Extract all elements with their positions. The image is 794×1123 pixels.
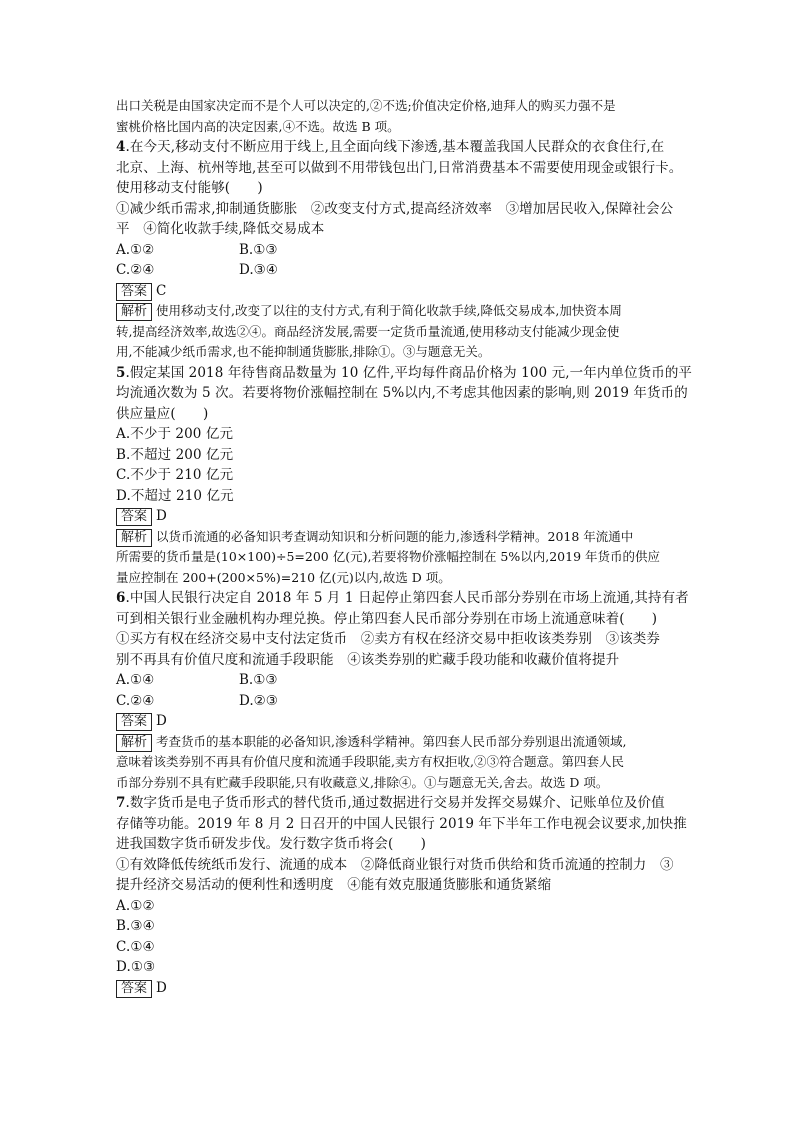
option-d: D.不超过 210 亿元	[116, 487, 234, 504]
option-b: B.①③	[239, 672, 278, 688]
analysis-line: 量应控制在 200+(200×5%)=210 亿(元)以内,故选 D 项。	[116, 569, 451, 585]
options-row	[116, 670, 684, 691]
intro-block	[116, 96, 684, 137]
question-stem-line: 使用移动支付能够( )	[116, 180, 263, 196]
option-c: C.②④	[116, 692, 155, 709]
question-stem-line: 6.中国人民银行决定自 2018 年 5 月 1 日起停止第四套人民币部分券别在市场上流通,其持有者	[116, 590, 689, 606]
option-a: A.①②	[116, 897, 155, 914]
answer-value: D	[156, 979, 167, 996]
answer-value: D	[156, 713, 167, 729]
analysis-line: 币部分券别不具有贮藏手段职能,只有收藏意义,排除④。①与题意无关,舍去。故选 D 项。	[116, 774, 609, 790]
answer-value: C	[156, 282, 167, 299]
question-stem-line: 进我国数字货币研发步伐。发行数字货币将会( )	[116, 836, 426, 852]
document-page	[116, 96, 693, 998]
option-d: D.②③	[239, 692, 278, 709]
intro-line: 出口关税是由国家决定而不是个人可以决定的,②不选;价值决定价格,迪拜人的购买力强不是	[116, 98, 616, 113]
analysis-line: 用,不能减少纸币需求,也不能抑制通货膨胀,排除①。③与题意无关。	[116, 344, 491, 359]
options-row	[116, 240, 684, 261]
option-b: B.③④	[116, 918, 155, 934]
question-item-line: ①减少纸币需求,抑制通货膨胀 ②改变支付方式,提高经济效率 ③增加居民收入,保障社会公	[116, 200, 674, 217]
analysis-line: 所需要的货币量是(10×100)÷5=200 亿(元),若要将物价涨幅控制在 5%以内,2019 年货币的供应	[116, 549, 661, 564]
option-b: B.不超过 200 亿元	[116, 446, 234, 463]
answer-label: 答案	[116, 713, 152, 731]
analysis-line: 使用移动支付,改变了以往的支付方式,有利于简化收款手续,降低交易成本,加快资本周	[156, 303, 622, 318]
question-item-line: 别不再具有价值尺度和流通手段职能 ④该类券别的贮藏手段功能和收藏价值将提升	[116, 651, 620, 668]
question-item-line: ①买方有权在经济交易中支付法定货币 ②卖方有权在经济交易中拒收该类券别 ③该类券	[116, 631, 660, 647]
question-stem-line: 7.数字货币是电子货币形式的替代货币,通过数据进行交易并发挥交易媒介、记账单位及价值	[116, 795, 665, 811]
question-5	[116, 363, 693, 589]
question-item-line: 平 ④简化收款手续,降低交易成本	[116, 221, 325, 237]
options-row	[116, 260, 684, 281]
answer-row	[116, 281, 684, 302]
analysis-row	[116, 527, 684, 548]
analysis-label: 解析	[116, 303, 152, 321]
option-a: A.不少于 200 亿元	[116, 426, 234, 442]
option-d: D.①③	[116, 959, 156, 975]
option-b: B.①③	[239, 241, 278, 258]
answer-row	[116, 711, 684, 732]
answer-row	[116, 978, 684, 999]
options-row	[116, 691, 684, 712]
question-4	[116, 137, 684, 363]
analysis-line: 意味着该类券别不再具有价值尺度和流通手段职能,卖方有权拒收,②③符合题意。第四套人民	[116, 754, 624, 769]
analysis-line: 转,提高经济效率,故选②④。商品经济发展,需要一定货币量流通,使用移动支付能减少现金使	[116, 323, 620, 339]
analysis-label: 解析	[116, 734, 152, 752]
question-stem-line: 北京、上海、杭州等地,甚至可以做到不用带钱包出门,日常消费基本不需要使用现金或银行卡。	[116, 159, 683, 176]
answer-label: 答案	[116, 283, 152, 301]
question-item-line: ①有效降低传统纸币发行、流通的成本 ②降低商业银行对货币供给和货币流通的控制力 ③	[116, 856, 674, 873]
option-d: D.③④	[239, 262, 278, 278]
question-item-line: 提升经济交易活动的便利性和透明度 ④能有效克服通货膨胀和通货紧缩	[116, 877, 552, 893]
option-a: A.①④	[116, 672, 155, 688]
answer-value: D	[156, 508, 167, 524]
question-stem-line: 均流通次数为 5 次。若要将物价涨幅控制在 5%以内,不考虑其他因素的影响,则 2019 年货币的	[116, 385, 688, 401]
analysis-line: 以货币流通的必备知识考查调动知识和分析问题的能力,渗透科学精神。2018 年流通中	[156, 528, 634, 544]
question-stem-line: 5.假定某国 2018 年待售商品数量为 10 亿件,平均每件商品价格为 100 元,一年内单位货币的平	[116, 364, 693, 381]
analysis-row	[116, 301, 684, 322]
answer-label: 答案	[116, 508, 152, 526]
question-stem-line: 4.在今天,移动支付不断应用于线上,且全面向线下渗透,基本覆盖我国人民群众的衣食住行,在	[116, 139, 665, 155]
question-stem-line: 存储等功能。2019 年 8 月 2 日召开的中国人民银行 2019 年下半年工作电视会议要求,加快推	[116, 815, 687, 832]
answer-row	[116, 506, 684, 527]
option-c: C.不少于 210 亿元	[116, 467, 234, 483]
question-6	[116, 588, 689, 793]
question-7	[116, 793, 687, 998]
analysis-row	[116, 732, 684, 753]
intro-line: 蜜桃价格比国内高的决定因素,④不选。故选 B 项。	[116, 118, 400, 134]
option-c: C.①④	[116, 938, 155, 955]
answer-label: 答案	[116, 980, 152, 998]
analysis-label: 解析	[116, 529, 152, 547]
question-stem-line: 供应量应( )	[116, 405, 209, 422]
option-a: A.①②	[116, 241, 155, 258]
question-stem-line: 可到相关银行业金融机构办理兑换。停止第四套人民币部分券别在市场上流通意味着( )	[116, 610, 658, 627]
option-c: C.②④	[116, 262, 155, 278]
analysis-line: 考查货币的基本职能的必备知识,渗透科学精神。第四套人民币部分券别退出流通领域,	[156, 733, 627, 749]
